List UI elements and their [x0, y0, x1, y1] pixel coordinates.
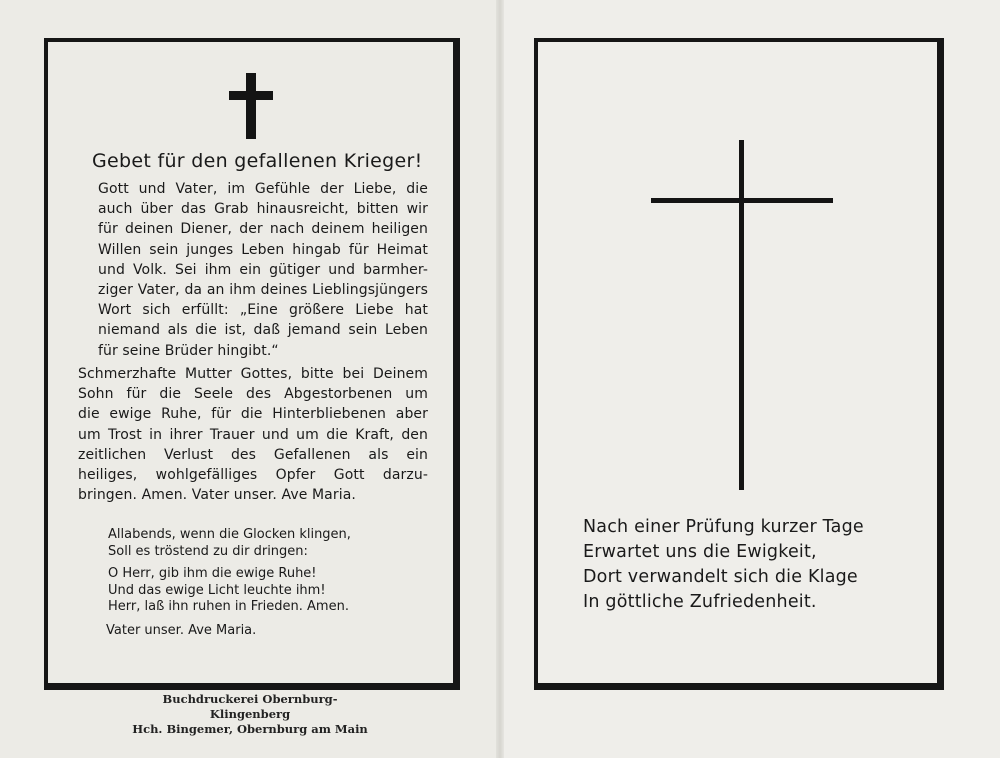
prayer-title: Gebet für den gefallenen Krieger! — [92, 150, 423, 172]
poem-line: Nach einer Prüfung kurzer Tage — [583, 517, 864, 537]
verse-line: Herr, laß ihn ruhen in Frieden. Amen. — [108, 599, 349, 614]
text-line: Sohn für die Seele des Abgestorbenen um — [78, 386, 428, 403]
closing-line: Vater unser. Ave Maria. — [106, 623, 257, 638]
text-line: die ewige Ruhe, für die Hinterbliebenen aber — [78, 406, 428, 423]
verse-line: Allabends, wenn die Glocken klingen, — [108, 527, 351, 542]
memorial-poem — [583, 515, 864, 615]
text-line: und Volk. Sei ihm ein gütiger und barmher- — [98, 261, 428, 278]
text-line: Wort sich erfüllt: „Eine größere Liebe hat — [98, 302, 428, 319]
large-cross-icon — [651, 140, 833, 490]
text-line: bringen. Amen. Vater unser. Ave Maria. — [78, 487, 356, 504]
text-line: für seine Brüder hingibt.“ — [98, 342, 279, 359]
text-line: auch über das Grab hinausreicht, bitten wir — [98, 201, 428, 218]
text-line: niemand als die ist, daß jemand sein Leben — [98, 322, 428, 339]
small-cross-icon — [229, 73, 273, 139]
text-line: Schmerzhafte Mutter Gottes, bitte bei Deinem — [78, 366, 428, 382]
verse-line: Und das ewige Licht leuchte ihm! — [108, 582, 326, 598]
text-line: Gott und Vater, im Gefühle der Liebe, die — [98, 181, 428, 197]
text-line: Willen sein junges Leben hingab für Heimat — [98, 241, 428, 258]
text-line: heiliges, wohlgefälliges Opfer Gott darzu- — [78, 467, 428, 484]
card-fold — [496, 0, 504, 758]
imprint-line: Hch. Bingemer, Obernburg am Main — [132, 722, 368, 736]
text-line: ziger Vater, da an ihm deines Lieblingsjüngers — [98, 282, 428, 299]
prayer-verse — [108, 527, 351, 616]
poem-line: Erwartet uns die Ewigkeit, — [583, 542, 817, 562]
text-line: für deinen Diener, der nach deinem heiligen — [98, 221, 428, 238]
imprint-line: Buchdruckerei Obernburg-Klingenberg — [162, 692, 338, 721]
verse-line: Soll es tröstend zu dir dringen: — [108, 543, 308, 559]
poem-line: Dort verwandelt sich die Klage — [583, 567, 858, 587]
prayer-paragraph-1 — [78, 179, 428, 361]
verse-line: O Herr, gib ihm die ewige Ruhe! — [108, 566, 317, 581]
poem-line: In göttliche Zufriedenheit. — [583, 592, 817, 612]
text-line: um Trost in ihrer Trauer und um die Kraft, den — [78, 426, 428, 443]
prayer-paragraph-2 — [78, 364, 428, 505]
text-line: zeitlichen Verlust des Gefallenen als ein — [78, 446, 428, 463]
printer-imprint — [125, 692, 375, 737]
